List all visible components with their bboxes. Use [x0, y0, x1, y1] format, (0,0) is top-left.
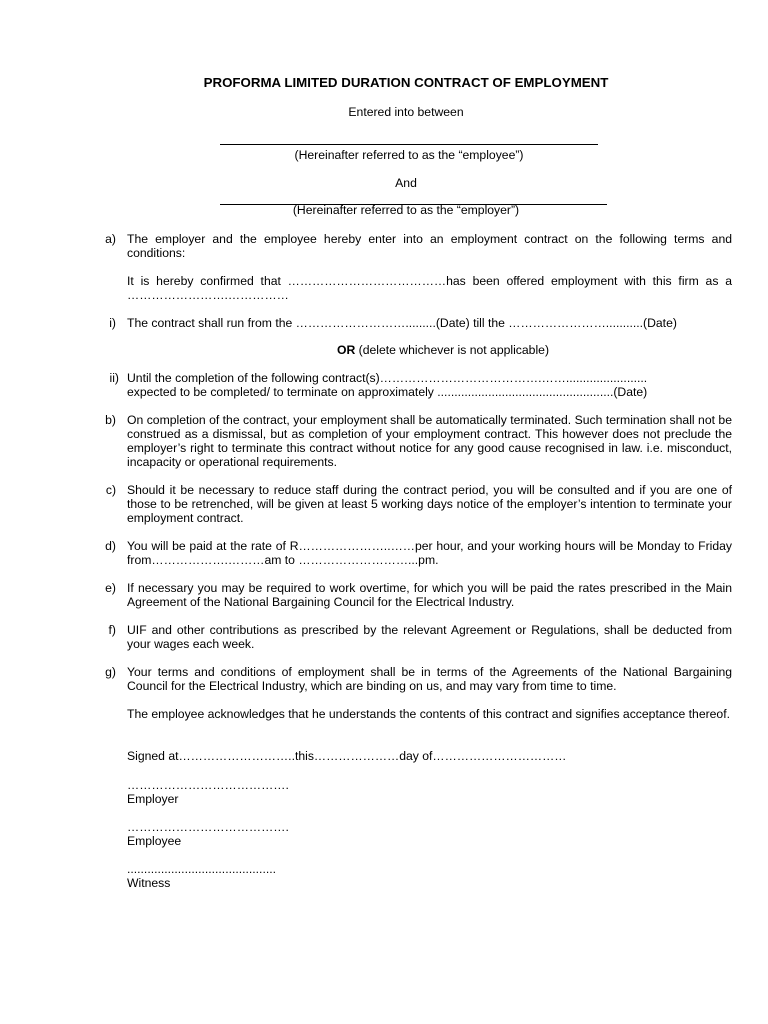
clause-a-marker: a)	[105, 232, 116, 246]
document-title: PROFORMA LIMITED DURATION CONTRACT OF EMPLOYMENT	[203, 75, 609, 90]
employee-signature-line: ………………………………….	[127, 820, 289, 834]
or-bold: OR	[336, 343, 356, 357]
employer-signature-label: Employer	[127, 792, 179, 806]
employer-reference: (Hereinafter referred to as the “employer”)	[292, 203, 520, 217]
clause-d-text: You will be paid at the rate of R…………………..……per hour, and your working hours will be Monday to Friday from……………….………am to ………………………...pm.	[127, 539, 732, 567]
clause-b-marker: b)	[105, 413, 116, 427]
clause-ii-line-2: expected to be completed/ to terminate on approximately ....................................................(Date)	[127, 385, 648, 399]
clause-f-marker: f)	[108, 623, 116, 637]
employee-signature-label: Employee	[127, 834, 182, 848]
acknowledgement-text: The employee acknowledges that he understands the contents of this contract and signifies acceptance thereof.	[127, 707, 730, 721]
clause-f-text: UIF and other contributions as prescribed by the relevant Agreement or Regulations, shall be deducted from your wages each week.	[127, 623, 732, 651]
clause-ii-text	[127, 371, 732, 399]
clause-d-marker: d)	[105, 539, 116, 553]
clause-e-marker: e)	[105, 581, 116, 595]
signed-at-line: Signed at………………………..this…………………day of……………………………	[127, 749, 567, 763]
clause-i-text: The contract shall run from the ……………………….........(Date) till the ……………………...........(Date)	[127, 316, 677, 330]
clause-ii-line-1: Until the completion of the following contract(s)………………………………….……........................	[127, 371, 648, 385]
witness-signature-line: ............................................	[127, 862, 276, 876]
clause-e-text: If necessary you may be required to work overtime, for which you will be paid the rates prescribed in the Main Agreement of the National Bargaining Council for the Electrical Industry.	[127, 581, 732, 609]
clause-g-marker: g)	[105, 665, 116, 679]
or-rest: (delete whichever is not applicable)	[355, 343, 550, 357]
clause-ii-marker: ii)	[109, 371, 119, 385]
employee-name-line	[220, 144, 598, 145]
clause-a-text: The employer and the employee hereby enter into an employment contract on the following terms and conditions:	[127, 232, 732, 260]
or-line	[0, 343, 768, 357]
clause-g-text: Your terms and conditions of employment shall be in terms of the Agreements of the National Bargaining Council for the Electrical Industry, which are binding on us, and may vary from time to time.	[127, 665, 732, 693]
witness-signature-label: Witness	[127, 876, 171, 890]
clause-c-marker: c)	[105, 483, 116, 497]
clause-b-text: On completion of the contract, your employment shall be automatically terminated. Such termination shall not be construed as a dismissal, but as completion of your employment contract. This however does not preclude the employer’s right to terminate this contract without notice for any good cause recognised in law. i.e. misconduct, incapacity or operational requirements.	[127, 413, 732, 469]
clause-c-text: Should it be necessary to reduce staff during the contract period, you will be consulted and if you are one of those to be retrenched, will be given at least 5 working days notice of the employer’s intention to terminate your employment contract.	[127, 483, 732, 525]
employee-reference: (Hereinafter referred to as the “employee”)	[294, 148, 524, 162]
clause-i-marker: i)	[109, 316, 116, 330]
employer-signature-line: ………………………………….	[127, 778, 289, 792]
clause-a-confirmation: It is hereby confirmed that …………………………………has been offered employment with this firm as a …………………….……………	[127, 274, 732, 302]
and-text: And	[395, 176, 417, 190]
entered-into-text: Entered into between	[348, 105, 464, 119]
